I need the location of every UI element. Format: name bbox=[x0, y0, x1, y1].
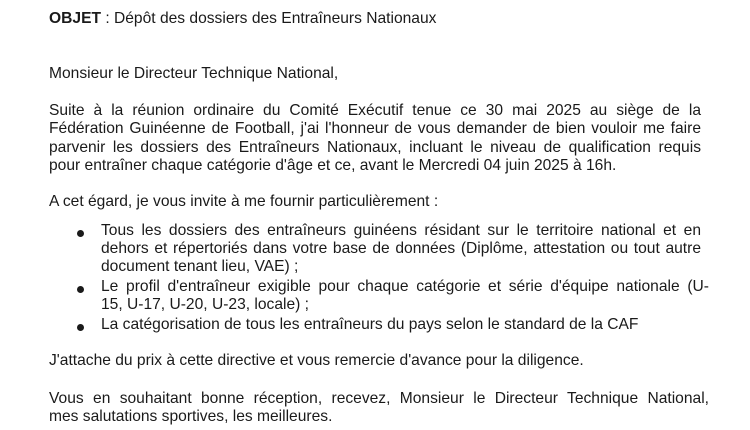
bullet-icon bbox=[77, 230, 84, 237]
bullet3-line-1: La catégorisation de tous les entraîneurs du pays selon le standard de la CAF bbox=[101, 316, 639, 333]
paragraph1-line-2: Fédération Guinéenne de Football, j'ai l'honneur de vous demander de bien vouloir me faire bbox=[49, 120, 701, 137]
subject-line bbox=[49, 10, 436, 28]
paragraph1-line-4: pour entraîner chaque catégorie d'âge et ce, avant le Mercredi 04 juin 2025 à 16h. bbox=[49, 157, 617, 174]
bullet-icon bbox=[77, 286, 84, 293]
salutation: Monsieur le Directeur Technique National, bbox=[49, 65, 339, 82]
subject-separator: : bbox=[101, 10, 114, 27]
bullet-icon bbox=[77, 324, 84, 331]
bullet1-line-1: Tous les dossiers des entraîneurs guinéens résidant sur le territoire national et en bbox=[101, 222, 701, 239]
closing2-line-1: Vous en souhaitant bonne réception, recevez, Monsieur le Directeur Technique National, bbox=[49, 390, 709, 407]
intro-text: A cet égard, je vous invite à me fournir particulièrement : bbox=[49, 193, 439, 210]
closing-text-1: J'attache du prix à cette directive et vous remercie d'avance pour la diligence. bbox=[49, 352, 584, 369]
paragraph1-line-1: Suite à la réunion ordinaire du Comité Exécutif tenue ce 30 mai 2025 au siège de la bbox=[49, 102, 701, 119]
paragraph1-line-3: parvenir les dossiers des Entraîneurs Nationaux, incluant le niveau de qualification requis bbox=[49, 139, 701, 156]
closing2-line-2: mes salutations sportives, les meilleures. bbox=[49, 408, 333, 425]
bullet1-line-2: dehors et répertoriés dans votre base de données (Diplôme, attestation ou tout autre bbox=[101, 240, 701, 257]
bullet2-line-1: Le profil d'entraîneur exigible pour chaque catégorie et série d'équipe nationale (U- bbox=[101, 278, 709, 295]
subject-label: OBJET bbox=[49, 10, 101, 27]
bullet1-line-3: document tenant lieu, VAE) ; bbox=[101, 258, 299, 275]
subject-text: Dépôt des dossiers des Entraîneurs Nationaux bbox=[114, 10, 437, 27]
bullet2-line-2: 15, U-17, U-20, U-23, locale) ; bbox=[101, 296, 310, 313]
